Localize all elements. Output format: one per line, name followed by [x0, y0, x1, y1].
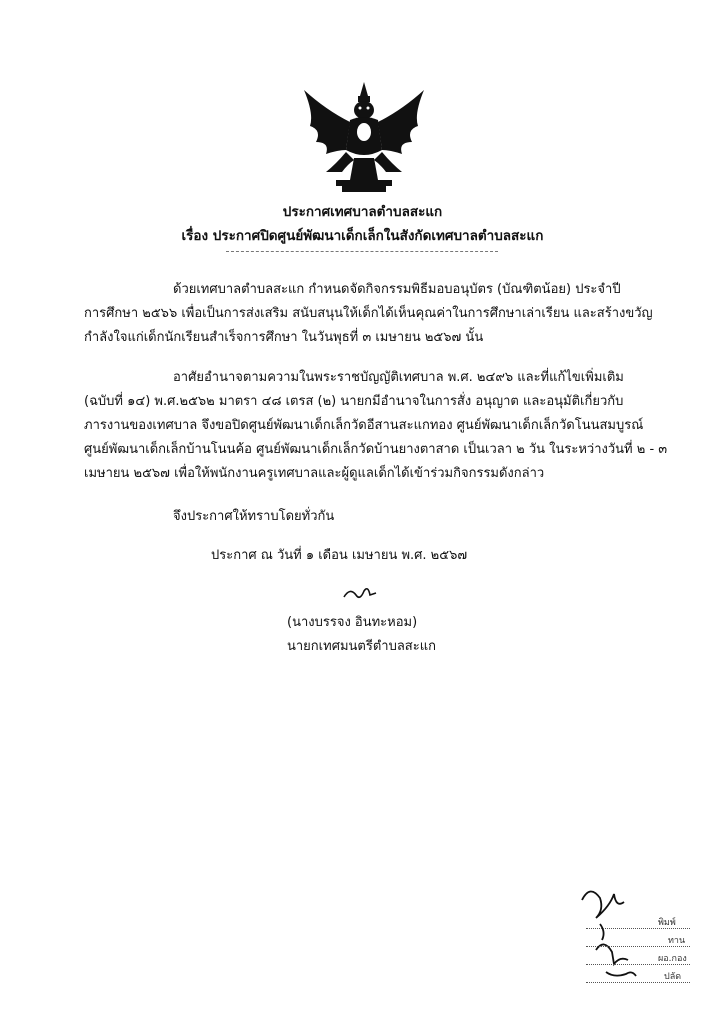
initials-label-typist: พิมพ์: [658, 918, 676, 928]
closing-statement: จึงประกาศให้ทราบโดยทั่วกัน: [173, 509, 335, 524]
paragraph-1-line-2: การศึกษา ๒๕๖๖ เพื่อเป็นการส่งเสริม สนับสนุนให้เด็กได้เห็นคุณค่าในการศึกษาเล่าเรียน และสร้างขวัญ: [84, 306, 653, 321]
signatory-position: นายกเทศมนตรีตำบลสะแก: [287, 639, 436, 654]
announcement-date: ประกาศ ณ วันที่ ๑ เดือน เมษายน พ.ศ. ๒๕๖๗: [211, 548, 468, 563]
announcement-title: ประกาศเทศบาลตำบลสะแก: [282, 204, 443, 220]
initials-label-clerk: ปลัด: [664, 972, 682, 982]
title-divider: [226, 251, 498, 252]
initials-label-checker: ทาน: [668, 936, 686, 946]
paragraph-2-line-1: อาศัยอำนาจตามความในพระราชบัญญัติเทศบาล พ.ศ. ๒๔๙๖ และที่แก้ไขเพิ่มเติม: [173, 370, 624, 385]
announcement-subject: เรื่อง ประกาศปิดศูนย์พัฒนาเด็กเล็กในสังกัดเทศบาลตำบลสะแก: [181, 228, 544, 244]
signature-mark: [340, 583, 380, 605]
garuda-emblem-icon: [296, 80, 432, 196]
initials-label-director: ผอ.กอง: [658, 954, 687, 964]
paragraph-2-line-4: ศูนย์พัฒนาเด็กเล็กบ้านโนนค้อ ศูนย์พัฒนาเด็กเล็กวัดบ้านยางตาสาด เป็นเวลา ๒ วัน ในระหว่างวันที่ ๒ - ๓: [84, 442, 668, 457]
paragraph-1-line-3: กำลังใจแก่เด็กนักเรียนสำเร็จการศึกษา ในวันพุธที่ ๓ เมษายน ๒๕๖๗ นั้น: [84, 330, 484, 345]
paragraph-2-line-5: เมษายน ๒๕๖๗ เพื่อให้พนักงานครูเทศบาลและผู้ดูแลเด็กได้เข้าร่วมกิจกรรมดังกล่าว: [84, 466, 545, 481]
signatory-name: (นางบรรจง อินทะหอม): [287, 615, 418, 630]
paragraph-1-line-1: ด้วยเทศบาลตำบลสะแก กำหนดจัดกิจกรรมพิธีมอบอนุบัตร (บัณฑิตน้อย) ประจำปี: [173, 282, 621, 297]
paragraph-2-line-2: (ฉบับที่ ๑๔) พ.ศ.๒๕๖๒ มาตรา ๔๘ เตรส (๒) นายกมีอำนาจในการสั่ง อนุญาต และอนุมัติเกี่ยวกับ: [84, 394, 624, 409]
paragraph-2-line-3: ภารงานของเทศบาล จึงขอปิดศูนย์พัฒนาเด็กเล็กวัดอีสานสะแกทอง ศูนย์พัฒนาเด็กเล็กวัดโนนสมบูรณ์: [84, 418, 644, 433]
